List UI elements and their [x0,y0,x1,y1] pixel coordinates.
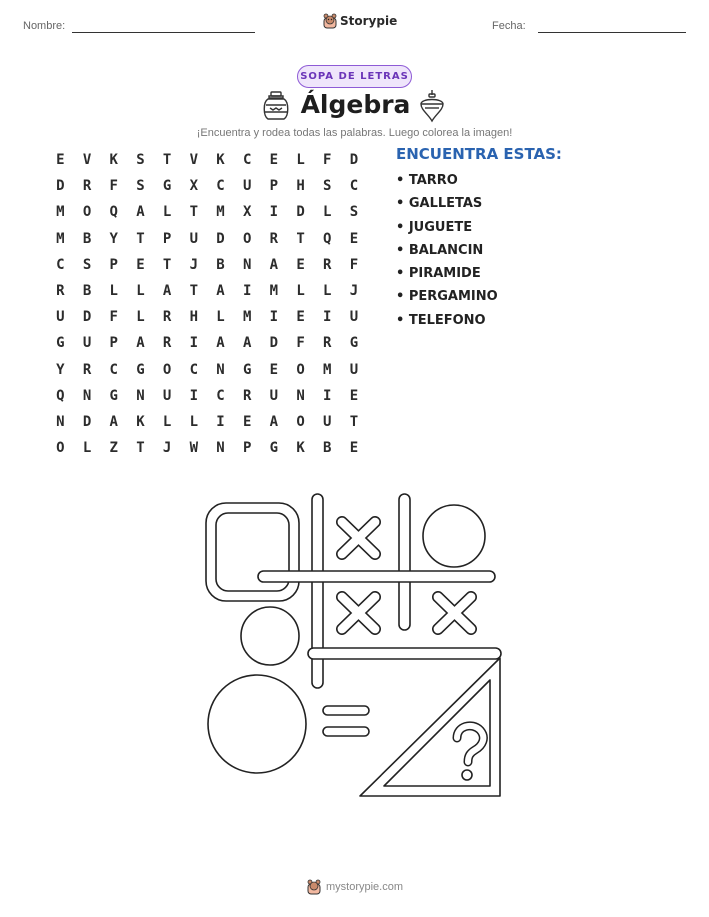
grid-letter: D [56,178,65,195]
grid-letter: O [162,361,172,378]
grid-letter: S [323,178,332,195]
word-list-item: • JUGUETE [396,219,473,235]
grid-letter: A [242,335,252,352]
grid-letter: L [189,413,198,430]
grid-letter: V [189,152,198,169]
word-list-item: • PIRAMIDE [396,266,481,282]
instructions: ¡Encuentra y rodea todas las palabras. Luego colorea la imagen! [196,127,513,139]
grid-letter: N [82,387,92,404]
grid-letter: Y [56,361,65,378]
grid-letter: B [216,256,225,273]
grid-letter: E [269,361,279,378]
grid-letter: N [216,361,225,378]
grid-letter: A [269,413,279,430]
grid-letter: C [349,178,359,195]
grid-letter: A [109,413,118,430]
grid-letter: T [189,283,198,300]
grid-letter: E [349,440,359,457]
tic-tac-toe-shapes-illustration [200,490,510,800]
grid-letter: L [216,309,225,326]
grid-letter: E [349,230,359,247]
grid-letter: U [349,309,359,326]
jar-icon [262,91,290,121]
grid-letter: L [82,440,92,457]
grid-letter: M [269,283,279,300]
grid-letter: T [136,440,145,457]
grid-letter: E [296,256,305,273]
grid-letter: D [269,335,279,352]
grid-letter: O [296,361,305,378]
grid-letter: P [269,178,279,195]
grid-letter: G [349,335,359,352]
grid-letter: G [136,361,145,378]
grid-letter: O [82,204,92,221]
grid-letter: L [296,283,305,300]
storypie-bear-icon [323,13,337,29]
grid-letter: T [189,204,198,221]
grid-letter: P [109,256,118,273]
grid-letter: R [56,283,65,300]
grid-letter: U [242,178,252,195]
grid-letter: N [56,413,65,430]
grid-letter: O [56,440,65,457]
grid-letter: U [189,230,198,247]
grid-letter: C [56,256,65,273]
grid-letter: D [349,152,359,169]
grid-letter: U [56,309,65,326]
grid-letter: U [349,361,359,378]
page-title: Álgebra [300,90,411,119]
grid-letter: S [349,204,359,221]
grid-letter: D [296,204,305,221]
storypie-bear-icon [307,879,321,895]
grid-letter: N [296,387,305,404]
grid-letter: F [109,178,118,195]
grid-letter: S [82,256,92,273]
grid-letter: R [162,335,172,352]
grid-letter: T [349,413,359,430]
grid-letter: F [323,152,332,169]
grid-letter: B [82,283,92,300]
grid-letter: D [82,309,92,326]
grid-letter: I [242,283,252,300]
grid-letter: L [162,413,172,430]
word-list-item: • GALLETAS [396,196,483,212]
brand [323,13,397,29]
grid-letter: L [109,283,118,300]
grid-letter: K [216,152,225,169]
grid-letter: I [216,413,225,430]
grid-letter: L [323,204,332,221]
grid-letter: M [242,309,252,326]
grid-letter: E [296,309,305,326]
grid-letter: R [82,361,92,378]
grid-letter: L [323,283,332,300]
grid-letter: P [242,440,252,457]
grid-letter: F [296,335,305,352]
grid-letter: G [269,440,279,457]
grid-letter: M [323,361,332,378]
word-list [396,171,498,334]
grid-letter: R [162,309,172,326]
name-line [72,32,255,33]
grid-letter: K [296,440,305,457]
grid-letter: F [349,256,359,273]
grid-letter: I [189,335,198,352]
grid-letter: M [56,230,65,247]
grid-letter: P [162,230,172,247]
grid-letter: E [269,152,279,169]
grid-letter: A [136,335,145,352]
grid-letter: R [323,335,332,352]
grid-letter: R [82,178,92,195]
date-line [538,32,686,33]
grid-letter: S [136,178,145,195]
grid-letter: G [109,387,118,404]
grid-letter: C [216,387,225,404]
grid-letter: H [296,178,305,195]
grid-letter: T [296,230,305,247]
grid-letter: G [56,335,65,352]
grid-letter: K [136,413,145,430]
grid-letter: R [269,230,279,247]
grid-letter: M [56,204,65,221]
grid-letter: N [136,387,145,404]
grid-letter: X [242,204,252,221]
grid-letter: C [189,361,198,378]
grid-letter: X [189,178,198,195]
grid-letter: E [242,413,252,430]
grid-letter: A [216,335,225,352]
word-list-item: • TELEFONO [396,312,486,328]
grid-letter: I [189,387,198,404]
puzzle-type-badge: SOPA DE LETRAS [297,65,412,88]
grid-letter: U [162,387,172,404]
grid-letter: M [216,204,225,221]
grid-letter: D [82,413,92,430]
word-list-item: • PERGAMINO [396,289,498,305]
footer-url: mystorypie.com [326,881,404,893]
grid-letter: T [162,152,172,169]
grid-letter: R [242,387,252,404]
brand-name: Storypie [340,14,398,28]
grid-letter: P [109,335,118,352]
grid-letter: I [269,204,279,221]
grid-letter: C [216,178,225,195]
grid-letter: U [323,413,332,430]
grid-letter: G [242,361,252,378]
grid-letter: E [136,256,145,273]
grid-letter: Q [56,387,65,404]
grid-letter: N [216,440,225,457]
grid-letter: J [349,283,359,300]
grid-letter: E [349,387,359,404]
grid-letter: A [269,256,279,273]
grid-letter: A [162,283,172,300]
grid-letter: U [82,335,92,352]
grid-letter: L [136,309,145,326]
grid-letter: J [162,440,172,457]
grid-letter: Z [109,440,118,457]
grid-letter: O [296,413,305,430]
grid-letter: I [323,387,332,404]
grid-letter: F [109,309,118,326]
grid-letter: W [189,440,198,457]
grid-letter: B [323,440,332,457]
footer [307,879,403,895]
grid-letter: K [109,152,118,169]
grid-letter: J [189,256,198,273]
grid-letter: C [242,152,252,169]
grid-letter: I [323,309,332,326]
grid-letter: O [242,230,252,247]
letter-grid [47,147,367,461]
grid-letter: U [269,387,279,404]
grid-letter: R [323,256,332,273]
grid-letter: G [162,178,172,195]
grid-letter: L [162,204,172,221]
grid-letter: A [136,204,145,221]
grid-letter: L [136,283,145,300]
grid-letter: V [82,152,92,169]
date-label: Fecha: [492,20,526,32]
grid-letter: L [296,152,305,169]
grid-letter: I [269,309,279,326]
grid-letter: B [82,230,92,247]
word-list-title: ENCUENTRA ESTAS: [396,145,562,163]
grid-letter: T [136,230,145,247]
grid-letter: Y [109,230,118,247]
grid-letter: Q [323,230,332,247]
grid-letter: E [56,152,65,169]
grid-letter: Q [109,204,118,221]
name-label: Nombre: [23,20,66,32]
grid-letter: S [136,152,145,169]
grid-letter: D [216,230,225,247]
grid-letter: H [189,309,198,326]
grid-letter: N [242,256,252,273]
word-list-item: • TARRO [396,173,458,188]
grid-letter: T [162,256,172,273]
spinning-top-icon [418,89,446,123]
word-list-item: • BALANCIN [396,242,484,258]
grid-letter: C [109,361,118,378]
grid-letter: A [216,283,225,300]
